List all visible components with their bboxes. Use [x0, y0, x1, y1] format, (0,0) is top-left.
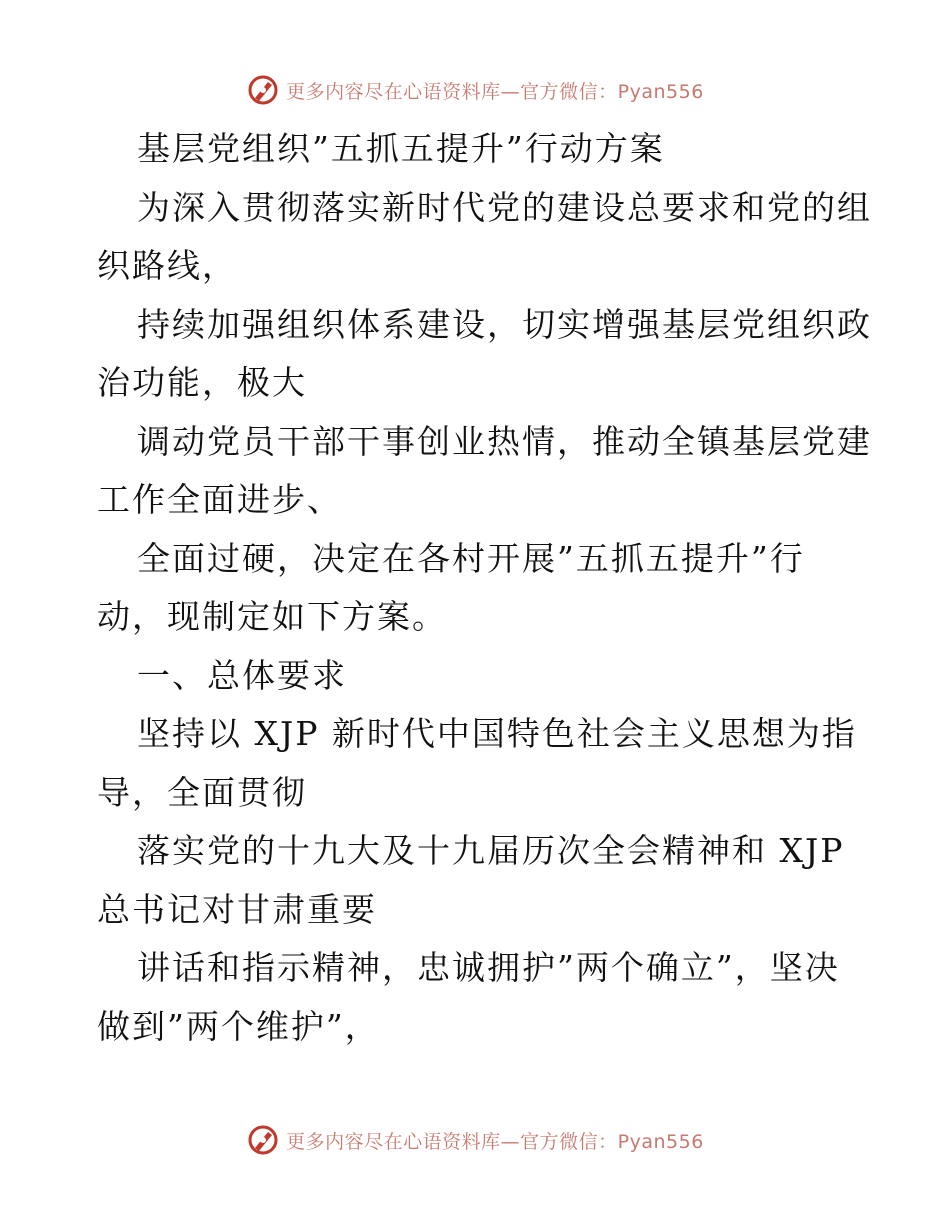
- watermark-text: 更多内容尽在心语资料库—官方微信：Pyan556: [286, 1130, 704, 1153]
- paragraph-line: 落实党的十九大及十九届历次全会精神和 XJP: [137, 831, 845, 870]
- document-title: 基层党组织”五抓五提升”行动方案: [137, 129, 665, 168]
- paragraph-line: 全面过硬，决定在各村开展”五抓五提升”行: [137, 538, 805, 578]
- section-heading: 一、总体要求: [137, 655, 347, 695]
- document-body: [97, 120, 872, 1056]
- paragraph-line: 做到”两个维护”，: [97, 1006, 380, 1046]
- watermark-text: 更多内容尽在心语资料库—官方微信：Pyan556: [286, 80, 704, 103]
- paragraph-line: 为深入贯彻落实新时代党的建设总要求和党的组: [137, 187, 872, 227]
- paragraph-line: 持续加强组织体系建设，切实增强基层党组织政: [137, 304, 872, 344]
- paragraph-line: 治功能，极大: [97, 363, 307, 402]
- footer-watermark: [0, 1120, 950, 1160]
- paragraph-line: 工作全面进步、: [97, 480, 342, 519]
- paragraph-line: 织路线，: [97, 246, 237, 285]
- paragraph-line: 总书记对甘肃重要: [97, 889, 377, 929]
- paragraph-line: 导，全面贯彻: [97, 772, 307, 812]
- pen-logo-icon: [246, 1123, 280, 1157]
- paragraph-line: 调动党员干部干事创业热情，推动全镇基层党建: [137, 421, 872, 461]
- paragraph-line: 坚持以 XJP 新时代中国特色社会主义思想为指: [137, 714, 857, 753]
- pen-logo-icon: [246, 73, 280, 107]
- header-watermark: [0, 70, 950, 110]
- paragraph-line: 讲话和指示精神，忠诚拥护”两个确立”，坚决: [137, 948, 840, 987]
- paragraph-line: 动，现制定如下方案。: [97, 597, 447, 636]
